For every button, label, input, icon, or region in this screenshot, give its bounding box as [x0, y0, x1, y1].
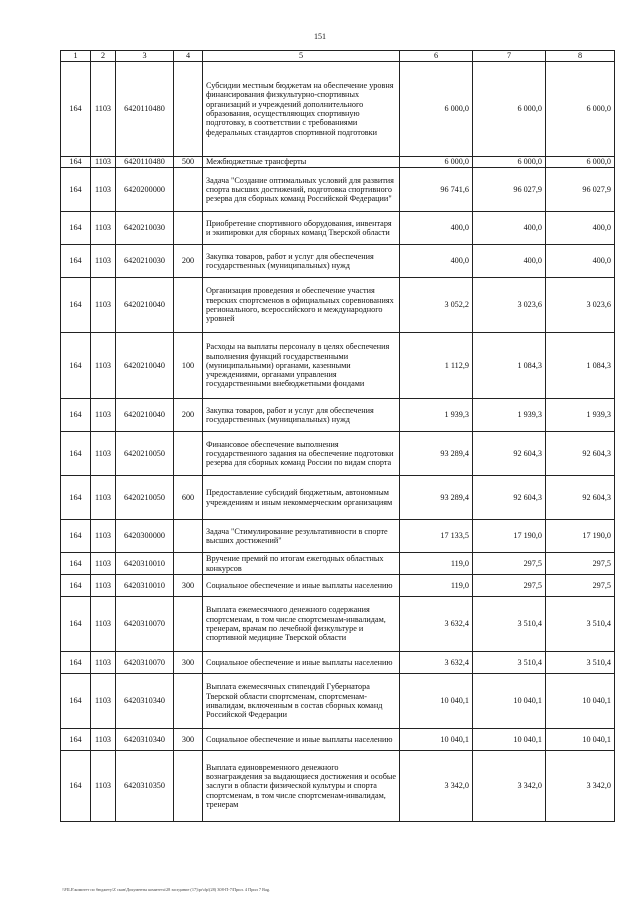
- section-code-cell: 1103: [91, 597, 116, 652]
- column-header: 3: [116, 51, 174, 62]
- amount-year1-cell: 3 342,0: [400, 751, 473, 822]
- description-cell: Выплата ежемесячных стипендий Губернатора Тверской области спортсменам, спортсменам-инвалидам, включенным в состав сборных команд Российской Федерации: [203, 674, 400, 729]
- target-article-cell: 6420110480: [116, 157, 174, 168]
- amount-year1-cell: 400,0: [400, 245, 473, 278]
- amount-year3-cell: 10 040,1: [546, 729, 615, 751]
- amount-year1-cell: 119,0: [400, 553, 473, 575]
- expense-type-cell: 300: [174, 575, 203, 597]
- table-row: [61, 157, 615, 168]
- amount-year2-cell: 1 939,3: [473, 399, 546, 432]
- section-code-cell: 1103: [91, 575, 116, 597]
- amount-year1-cell: 93 289,4: [400, 476, 473, 520]
- table-row: [61, 575, 615, 597]
- amount-year3-cell: 1 084,3: [546, 333, 615, 399]
- amount-year3-cell: 6 000,0: [546, 157, 615, 168]
- amount-year3-cell: 6 000,0: [546, 62, 615, 157]
- description-cell: Социальное обеспечение и иные выплаты населению: [203, 652, 400, 674]
- expense-type-cell: 100: [174, 333, 203, 399]
- description-cell: Социальное обеспечение и иные выплаты населению: [203, 575, 400, 597]
- description-cell: Социальное обеспечение и иные выплаты населению: [203, 729, 400, 751]
- table-row: [61, 476, 615, 520]
- table-row: [61, 399, 615, 432]
- amount-year3-cell: 3 510,4: [546, 597, 615, 652]
- admin-code-cell: 164: [61, 597, 91, 652]
- table-row: [61, 674, 615, 729]
- column-header: 2: [91, 51, 116, 62]
- table-row: [61, 652, 615, 674]
- amount-year1-cell: 6 000,0: [400, 62, 473, 157]
- description-cell: Финансовое обеспечение выполнения государственного задания на обеспечение подготовки резерва для сборных команд России по видам спорта: [203, 432, 400, 476]
- section-code-cell: 1103: [91, 245, 116, 278]
- description-cell: Закупка товаров, работ и услуг для обеспечения государственных (муниципальных) нужд: [203, 245, 400, 278]
- target-article-cell: 6420210040: [116, 278, 174, 333]
- admin-code-cell: 164: [61, 212, 91, 245]
- description-cell: Приобретение спортивного оборудования, инвентаря и экипировки для сборных команд Тверской области: [203, 212, 400, 245]
- expense-type-cell: [174, 62, 203, 157]
- amount-year1-cell: 96 741,6: [400, 168, 473, 212]
- description-cell: Выплата ежемесячного денежного содержания спортсменам, в том числе спортсменам-инвалидам, тренерам, врачам по лечебной физкультуре и спортивной медицине Тверской области: [203, 597, 400, 652]
- amount-year2-cell: 96 027,9: [473, 168, 546, 212]
- amount-year1-cell: 400,0: [400, 212, 473, 245]
- section-code-cell: 1103: [91, 553, 116, 575]
- section-code-cell: 1103: [91, 399, 116, 432]
- table-row: [61, 212, 615, 245]
- expense-type-cell: [174, 168, 203, 212]
- expense-type-cell: 600: [174, 476, 203, 520]
- table-row: [61, 751, 615, 822]
- expense-type-cell: [174, 212, 203, 245]
- section-code-cell: 1103: [91, 212, 116, 245]
- amount-year3-cell: 400,0: [546, 245, 615, 278]
- column-header: 1: [61, 51, 91, 62]
- amount-year1-cell: 119,0: [400, 575, 473, 597]
- section-code-cell: 1103: [91, 674, 116, 729]
- admin-code-cell: 164: [61, 575, 91, 597]
- description-cell: Организация проведения и обеспечение участия тверских спортсменов в официальных соревнованиях регионального, всероссийского и международного уровней: [203, 278, 400, 333]
- target-article-cell: 6420310010: [116, 553, 174, 575]
- description-cell: Выплата единовременного денежного вознаграждения за выдающиеся достижения и особые заслуги в области физической культуры и спорта спортсменам, в том числе спортсменам-инвалидам, тренерам: [203, 751, 400, 822]
- target-article-cell: 6420310070: [116, 597, 174, 652]
- amount-year2-cell: 10 040,1: [473, 729, 546, 751]
- section-code-cell: 1103: [91, 168, 116, 212]
- amount-year3-cell: 3 510,4: [546, 652, 615, 674]
- admin-code-cell: 164: [61, 168, 91, 212]
- table-row: [61, 168, 615, 212]
- table-row: [61, 597, 615, 652]
- target-article-cell: 6420310070: [116, 652, 174, 674]
- section-code-cell: 1103: [91, 520, 116, 553]
- amount-year2-cell: 92 604,3: [473, 432, 546, 476]
- target-article-cell: 6420310350: [116, 751, 174, 822]
- table-row: [61, 520, 615, 553]
- target-article-cell: 6420200000: [116, 168, 174, 212]
- admin-code-cell: 164: [61, 432, 91, 476]
- amount-year2-cell: 400,0: [473, 212, 546, 245]
- amount-year1-cell: 1 112,9: [400, 333, 473, 399]
- page-number: 151: [314, 32, 326, 41]
- admin-code-cell: 164: [61, 476, 91, 520]
- amount-year3-cell: 10 040,1: [546, 674, 615, 729]
- target-article-cell: 6420210050: [116, 432, 174, 476]
- table-row: [61, 245, 615, 278]
- table-row: [61, 333, 615, 399]
- admin-code-cell: 164: [61, 729, 91, 751]
- amount-year3-cell: 92 604,3: [546, 432, 615, 476]
- amount-year2-cell: 297,5: [473, 553, 546, 575]
- expense-type-cell: [174, 432, 203, 476]
- section-code-cell: 1103: [91, 278, 116, 333]
- column-header: 5: [203, 51, 400, 62]
- expense-type-cell: [174, 751, 203, 822]
- amount-year1-cell: 6 000,0: [400, 157, 473, 168]
- admin-code-cell: 164: [61, 674, 91, 729]
- amount-year2-cell: 6 000,0: [473, 157, 546, 168]
- admin-code-cell: 164: [61, 157, 91, 168]
- amount-year2-cell: 17 190,0: [473, 520, 546, 553]
- target-article-cell: 6420310340: [116, 729, 174, 751]
- expense-type-cell: 300: [174, 729, 203, 751]
- expense-type-cell: 200: [174, 245, 203, 278]
- expense-type-cell: 200: [174, 399, 203, 432]
- table-row: [61, 729, 615, 751]
- section-code-cell: 1103: [91, 157, 116, 168]
- expense-type-cell: [174, 553, 203, 575]
- table-row: [61, 62, 615, 157]
- admin-code-cell: 164: [61, 62, 91, 157]
- column-header: 7: [473, 51, 546, 62]
- amount-year1-cell: 93 289,4: [400, 432, 473, 476]
- amount-year3-cell: 3 023,6: [546, 278, 615, 333]
- expense-type-cell: [174, 278, 203, 333]
- section-code-cell: 1103: [91, 652, 116, 674]
- section-code-cell: 1103: [91, 476, 116, 520]
- admin-code-cell: 164: [61, 278, 91, 333]
- section-code-cell: 1103: [91, 432, 116, 476]
- admin-code-cell: 164: [61, 399, 91, 432]
- amount-year2-cell: 1 084,3: [473, 333, 546, 399]
- amount-year1-cell: 17 133,5: [400, 520, 473, 553]
- target-article-cell: 6420110480: [116, 62, 174, 157]
- amount-year3-cell: 17 190,0: [546, 520, 615, 553]
- admin-code-cell: 164: [61, 245, 91, 278]
- admin-code-cell: 164: [61, 333, 91, 399]
- target-article-cell: 6420310340: [116, 674, 174, 729]
- target-article-cell: 6420210050: [116, 476, 174, 520]
- target-article-cell: 6420210030: [116, 245, 174, 278]
- admin-code-cell: 164: [61, 553, 91, 575]
- expense-type-cell: [174, 597, 203, 652]
- column-header: 4: [174, 51, 203, 62]
- expense-type-cell: [174, 520, 203, 553]
- budget-table: [60, 50, 615, 822]
- target-article-cell: 6420300000: [116, 520, 174, 553]
- amount-year3-cell: 1 939,3: [546, 399, 615, 432]
- amount-year1-cell: 3 632,4: [400, 597, 473, 652]
- description-cell: Расходы на выплаты персоналу в целях обеспечения выполнения функций государственными (муниципальными) органами, казенными учреждениями, органами управления государственными внебюджетными фондами: [203, 333, 400, 399]
- amount-year2-cell: 3 510,4: [473, 597, 546, 652]
- target-article-cell: 6420310010: [116, 575, 174, 597]
- target-article-cell: 6420210030: [116, 212, 174, 245]
- column-header: 6: [400, 51, 473, 62]
- admin-code-cell: 164: [61, 652, 91, 674]
- amount-year1-cell: 1 939,3: [400, 399, 473, 432]
- amount-year2-cell: 3 342,0: [473, 751, 546, 822]
- table-row: [61, 432, 615, 476]
- amount-year2-cell: 3 510,4: [473, 652, 546, 674]
- file-path-footer: \\FILE\комитет по бюджету\Z скан\Документы комитета\28 заседание (17)\pr\dp\(28) 308-П-7\Прил. 4 Прил 7 Bag.: [62, 887, 271, 892]
- column-header: 8: [546, 51, 615, 62]
- description-cell: Задача "Создание оптимальных условий для развития спорта высших достижений, подготовка спортивного резерва для сборных команд Российской Федерации": [203, 168, 400, 212]
- amount-year2-cell: 297,5: [473, 575, 546, 597]
- amount-year1-cell: 10 040,1: [400, 674, 473, 729]
- amount-year3-cell: 297,5: [546, 553, 615, 575]
- amount-year3-cell: 400,0: [546, 212, 615, 245]
- admin-code-cell: 164: [61, 751, 91, 822]
- amount-year2-cell: 400,0: [473, 245, 546, 278]
- amount-year1-cell: 3 052,2: [400, 278, 473, 333]
- target-article-cell: 6420210040: [116, 333, 174, 399]
- description-cell: Задача "Стимулирование результативности в спорте высших достижений": [203, 520, 400, 553]
- description-cell: Субсидии местным бюджетам на обеспечение уровня финансирования физкультурно-спортивных организаций и учреждений дополнительного образования, осуществляющих спортивную подготовку, в соответствии с требованиями федеральных стандартов спортивной подготовки: [203, 62, 400, 157]
- amount-year3-cell: 96 027,9: [546, 168, 615, 212]
- description-cell: Вручение премий по итогам ежегодных областных конкурсов: [203, 553, 400, 575]
- section-code-cell: 1103: [91, 729, 116, 751]
- target-article-cell: 6420210040: [116, 399, 174, 432]
- expense-type-cell: 500: [174, 157, 203, 168]
- amount-year3-cell: 3 342,0: [546, 751, 615, 822]
- description-cell: Межбюджетные трансферты: [203, 157, 400, 168]
- amount-year2-cell: 92 604,3: [473, 476, 546, 520]
- amount-year3-cell: 297,5: [546, 575, 615, 597]
- table-row: [61, 278, 615, 333]
- section-code-cell: 1103: [91, 751, 116, 822]
- amount-year3-cell: 92 604,3: [546, 476, 615, 520]
- expense-type-cell: [174, 674, 203, 729]
- amount-year2-cell: 10 040,1: [473, 674, 546, 729]
- amount-year2-cell: 6 000,0: [473, 62, 546, 157]
- amount-year2-cell: 3 023,6: [473, 278, 546, 333]
- admin-code-cell: 164: [61, 520, 91, 553]
- expense-type-cell: 300: [174, 652, 203, 674]
- amount-year1-cell: 3 632,4: [400, 652, 473, 674]
- table-row: [61, 553, 615, 575]
- description-cell: Закупка товаров, работ и услуг для обеспечения государственных (муниципальных) нужд: [203, 399, 400, 432]
- section-code-cell: 1103: [91, 333, 116, 399]
- section-code-cell: 1103: [91, 62, 116, 157]
- description-cell: Предоставление субсидий бюджетным, автономным учреждениям и иным некоммерческим организациям: [203, 476, 400, 520]
- column-number-row: [61, 51, 615, 62]
- amount-year1-cell: 10 040,1: [400, 729, 473, 751]
